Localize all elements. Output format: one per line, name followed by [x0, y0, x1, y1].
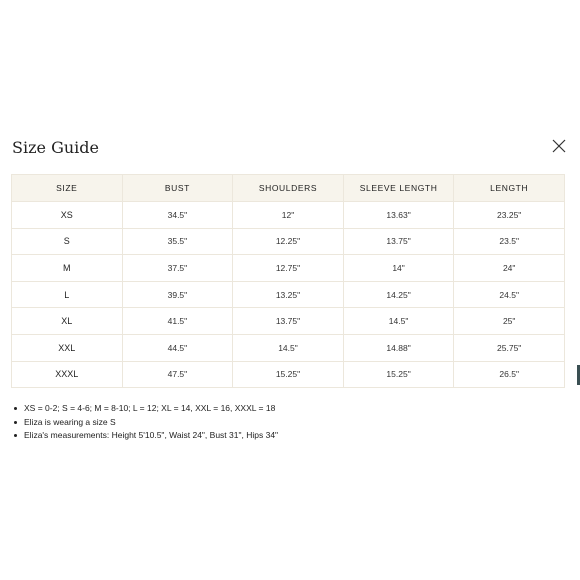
length-cell: 25.75" — [454, 334, 565, 361]
sleeve-length-cell: 14.5" — [343, 308, 454, 335]
bust-cell: 47.5" — [122, 361, 233, 388]
table-row — [12, 255, 565, 282]
length-cell: 23.5" — [454, 228, 565, 255]
table-row — [12, 202, 565, 229]
sleeve-length-cell: 13.63" — [343, 202, 454, 229]
bust-cell: 34.5" — [122, 202, 233, 229]
size-cell: XXXL — [12, 361, 123, 388]
length-cell: 26.5" — [454, 361, 565, 388]
close-icon — [550, 137, 568, 155]
bust-cell: 41.5" — [122, 308, 233, 335]
table-row — [12, 281, 565, 308]
column-header-sleeve-length: SLEEVE LENGTH — [343, 175, 454, 202]
length-cell: 24" — [454, 255, 565, 282]
table-row — [12, 334, 565, 361]
bust-cell: 39.5" — [122, 281, 233, 308]
note-size-conversion: XS = 0-2; S = 4-6; M = 8-10; L = 12; XL = 14, XXL = 16, XXXL = 18 — [24, 402, 278, 416]
shoulders-cell: 12" — [233, 202, 344, 229]
column-header-bust: BUST — [122, 175, 233, 202]
shoulders-cell: 12.75" — [233, 255, 344, 282]
table-header-row — [12, 175, 565, 202]
bust-cell: 37.5" — [122, 255, 233, 282]
shoulders-cell: 14.5" — [233, 334, 344, 361]
size-cell: M — [12, 255, 123, 282]
size-cell: L — [12, 281, 123, 308]
note-model-measurements: Eliza's measurements: Height 5'10.5", Waist 24", Bust 31", Hips 34" — [24, 429, 278, 443]
size-notes-list — [12, 402, 278, 443]
bust-cell: 35.5" — [122, 228, 233, 255]
table-row — [12, 228, 565, 255]
size-cell: XS — [12, 202, 123, 229]
table-row — [12, 308, 565, 335]
sleeve-length-cell: 14.88" — [343, 334, 454, 361]
size-table — [11, 174, 565, 388]
sleeve-length-cell: 15.25" — [343, 361, 454, 388]
length-cell: 25" — [454, 308, 565, 335]
column-header-size: SIZE — [12, 175, 123, 202]
size-cell: S — [12, 228, 123, 255]
column-header-shoulders: SHOULDERS — [233, 175, 344, 202]
sleeve-length-cell: 14" — [343, 255, 454, 282]
note-model-size: Eliza is wearing a size S — [24, 416, 278, 430]
length-cell: 24.5" — [454, 281, 565, 308]
shoulders-cell: 15.25" — [233, 361, 344, 388]
sleeve-length-cell: 14.25" — [343, 281, 454, 308]
sleeve-length-cell: 13.75" — [343, 228, 454, 255]
column-header-length: LENGTH — [454, 175, 565, 202]
size-cell: XL — [12, 308, 123, 335]
bust-cell: 44.5" — [122, 334, 233, 361]
shoulders-cell: 12.25" — [233, 228, 344, 255]
close-button[interactable] — [550, 137, 568, 155]
table-row — [12, 361, 565, 388]
page-title: Size Guide — [12, 138, 99, 157]
shoulders-cell: 13.25" — [233, 281, 344, 308]
shoulders-cell: 13.75" — [233, 308, 344, 335]
size-cell: XXL — [12, 334, 123, 361]
length-cell: 23.25" — [454, 202, 565, 229]
